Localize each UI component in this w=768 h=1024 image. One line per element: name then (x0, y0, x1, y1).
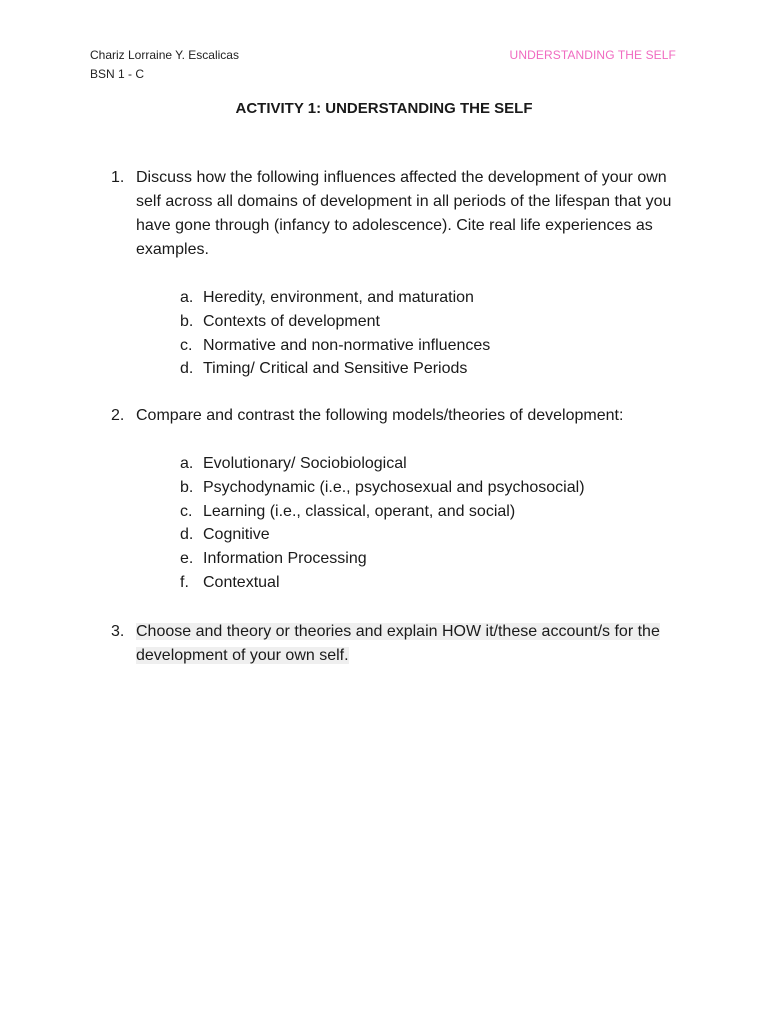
activity-title: ACTIVITY 1: UNDERSTANDING THE SELF (235, 100, 533, 117)
question-number: 2. (111, 407, 125, 424)
question-1 (111, 166, 691, 262)
student-section: BSN 1 - C (90, 67, 145, 81)
question-number: 1. (111, 169, 125, 186)
student-name: Chariz Lorraine Y. Escalicas (90, 48, 239, 62)
question-number: 3. (111, 623, 125, 640)
question-3 (111, 620, 691, 668)
document-page: Chariz Lorraine Y. Escalicas BSN 1 - C UNDERSTANDING THE SELF ACTIVITY 1: UNDERSTANDING THE SELF 1. Discuss how the following influences affected the development of your own self across all domains of development in all periods of the lifespan that you have gone through (infancy to adolescence). Cite real life experiences as examples. a. Heredity, environment, and maturation b. Contexts of development c. Normative and non-normative influences d. Timing/ Critical and Sensitive Periods 2. Compare and contrast the following models/theories of development: a. Evolutionary/ Sociobiological b. Psychodynamic (i.e., psychosexual and psychosocial) c. Learning (i.e., classical, operant, and social) d. Cognitive e. Information Processing f. Contextual 3. Choose and theory or theories and explain HOW it/these account/s for the development of your own self. (0, 0, 768, 1024)
question-text: Discuss how the following influences affected the development of your own self across all domains of development in all periods of the lifespan that you have gone through (infancy to adolescence). Cite real life experiences as examples. (136, 169, 672, 258)
highlighted-text: Choose and theory or theories and explain HOW it/these account/s for the development of your own self. (136, 623, 660, 664)
course-title: UNDERSTANDING THE SELF (509, 48, 676, 62)
question-text: Compare and contrast the following models/theories of development: (136, 407, 624, 424)
header-left (90, 46, 239, 84)
question-text (136, 620, 691, 668)
question-2 (111, 404, 691, 428)
